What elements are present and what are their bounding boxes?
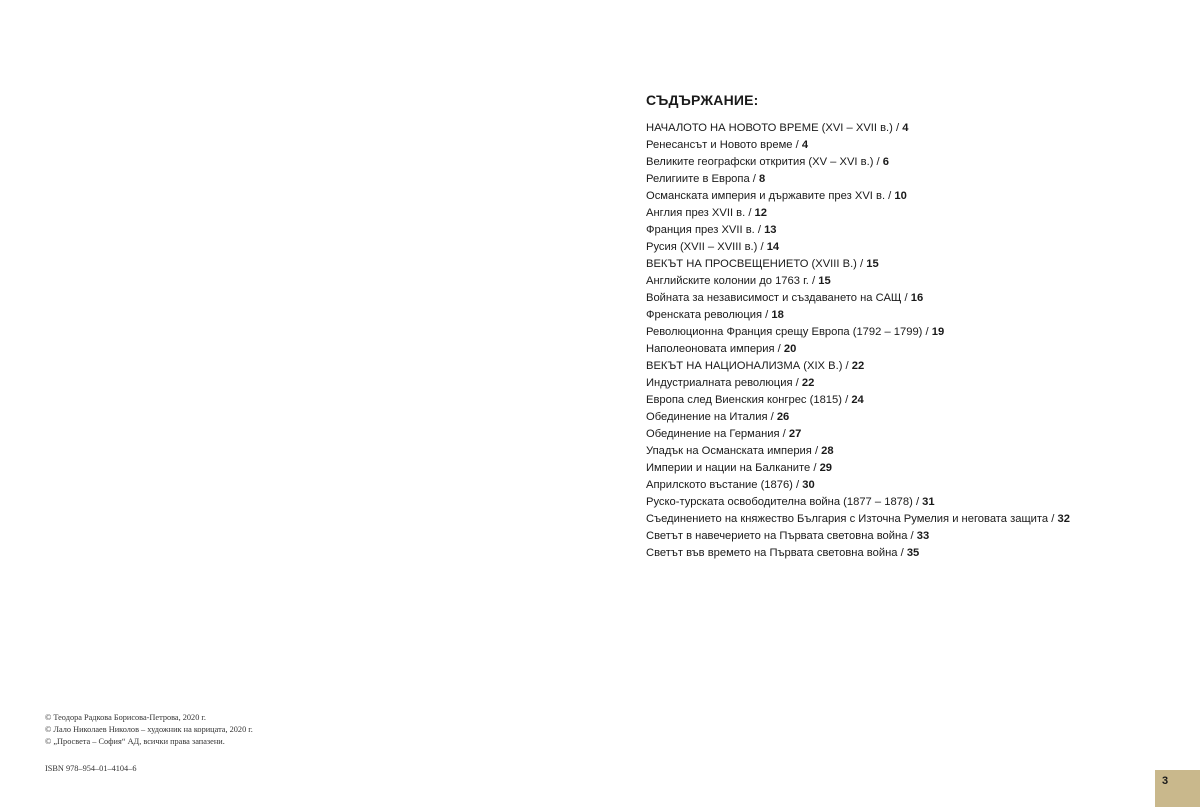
copyright-illustrator: © Лало Николаев Николов – художник на корицата, 2020 г. [45,725,253,734]
toc-entry-page: 20 [783,343,797,355]
toc-entry [646,324,1186,341]
toc-entry [646,239,1186,256]
toc-entry-title: Индустриалната революция / [646,377,802,389]
toc-entry-page: 30 [802,479,815,491]
toc-entry-title: Империи и нации на Балканите / [646,462,820,474]
toc-entry [646,256,1186,273]
table-of-contents [646,90,1186,562]
toc-entry-title: Англия през XVII в. / [646,207,755,219]
toc-entry-title: Светът в навечерието на Първата световна война / [646,530,917,542]
copyright-author: © Теодора Радкова Борисова-Петрова, 2020 г. [45,713,206,722]
toc-entry-title: НАЧАЛОТО НА НОВОТО ВРЕМЕ (XVI – XVII в.) / [646,122,903,134]
toc-entry [646,205,1186,222]
toc-entry-title: Войната за независимост и създаването на САЩ / [646,292,911,304]
toc-entry-title: Априлското въстание (1876) / [646,479,803,491]
toc-entry [646,307,1186,324]
copyright-publisher: © „Просвета – София“ АД, всички права запазени. [45,737,225,746]
toc-entry-page: 6 [882,156,889,168]
toc-list [646,120,1186,562]
toc-entry-title: Упадък на Османската империя / [646,445,822,457]
toc-entry [646,222,1186,239]
toc-entry-page: 4 [902,122,909,134]
toc-entry-title: Руско-турската освободителна война (1877 – 1878) / [646,496,923,508]
toc-entry-page: 32 [1057,513,1070,525]
toc-entry [646,341,1186,358]
toc-entry [646,188,1186,205]
toc-entry-title: Наполеоновата империя / [646,343,784,355]
toc-entry [646,426,1186,443]
toc-entry-title: Френската революция / [646,309,772,321]
toc-entry [646,545,1186,562]
toc-entry [646,290,1186,307]
toc-entry [646,171,1186,188]
toc-entry [646,137,1186,154]
toc-entry [646,528,1186,545]
toc-entry-page: 24 [851,394,864,406]
toc-entry-page: 33 [916,530,930,542]
toc-entry-page: 35 [906,547,920,559]
toc-entry [646,460,1186,477]
toc-entry [646,120,1186,137]
colophon [45,712,253,775]
toc-entry-page: 15 [818,275,831,287]
toc-entry-page: 14 [766,241,780,253]
toc-entry-page: 18 [771,309,784,321]
toc-title: СЪДЪРЖАНИЕ: [646,92,759,108]
toc-entry [646,154,1186,171]
toc-entry-title: Съединението на княжество България с Източна Румелия и неговата защита / [646,513,1058,525]
toc-entry-title: Английските колонии до 1763 г. / [646,275,819,287]
toc-entry-title: Великите географски открития (XV – XVI в.) / [646,156,883,168]
page-number-tab [1155,770,1200,807]
toc-entry-title: Религиите в Европа / [646,173,760,185]
toc-entry [646,273,1186,290]
isbn: ISBN 978–954–01–4104–6 [45,764,137,773]
toc-entry-page: 31 [922,496,935,508]
toc-entry [646,358,1186,375]
toc-entry-title: Европа след Виенския конгрес (1815) / [646,394,852,406]
toc-entry-page: 13 [764,224,777,236]
toc-entry [646,477,1186,494]
toc-entry-title: Османската империя и държавите през XVI в. / [646,190,895,202]
toc-entry [646,494,1186,511]
toc-entry-title: ВЕКЪТ НА НАЦИОНАЛИЗМА (XIX В.) / [646,360,852,372]
toc-entry-page: 22 [851,360,865,372]
toc-entry-title: Франция през XVII в. / [646,224,765,236]
toc-entry-page: 22 [801,377,815,389]
toc-entry [646,409,1186,426]
toc-entry-page: 26 [776,411,790,423]
page-number: 3 [1162,775,1169,787]
toc-entry [646,392,1186,409]
toc-entry-title: Русия (XVII – XVIII в.) / [646,241,767,253]
toc-entry [646,443,1186,460]
toc-entry-page: 16 [910,292,924,304]
toc-entry-title: Революционна Франция срещу Европа (1792 – 1799) / [646,326,932,338]
toc-entry-page: 28 [821,445,834,457]
toc-entry-title: Ренесансът и Новото време / [646,139,802,151]
toc-entry-title: ВЕКЪТ НА ПРОСВЕЩЕНИЕТО (XVIII В.) / [646,258,867,270]
toc-entry-page: 15 [866,258,879,270]
toc-entry-title: Обединение на Италия / [646,411,777,423]
toc-entry-page: 12 [754,207,767,219]
toc-entry-title: Светът във времето на Първата световна война / [646,547,907,559]
toc-entry [646,511,1186,528]
toc-entry-page: 8 [759,173,766,185]
toc-entry-page: 27 [788,428,802,440]
toc-entry-page: 10 [894,190,907,202]
toc-entry-page: 4 [801,139,809,151]
toc-entry-page: 29 [819,462,833,474]
toc-entry-title: Обединение на Германия / [646,428,789,440]
toc-entry-page: 19 [931,326,945,338]
toc-entry [646,375,1186,392]
